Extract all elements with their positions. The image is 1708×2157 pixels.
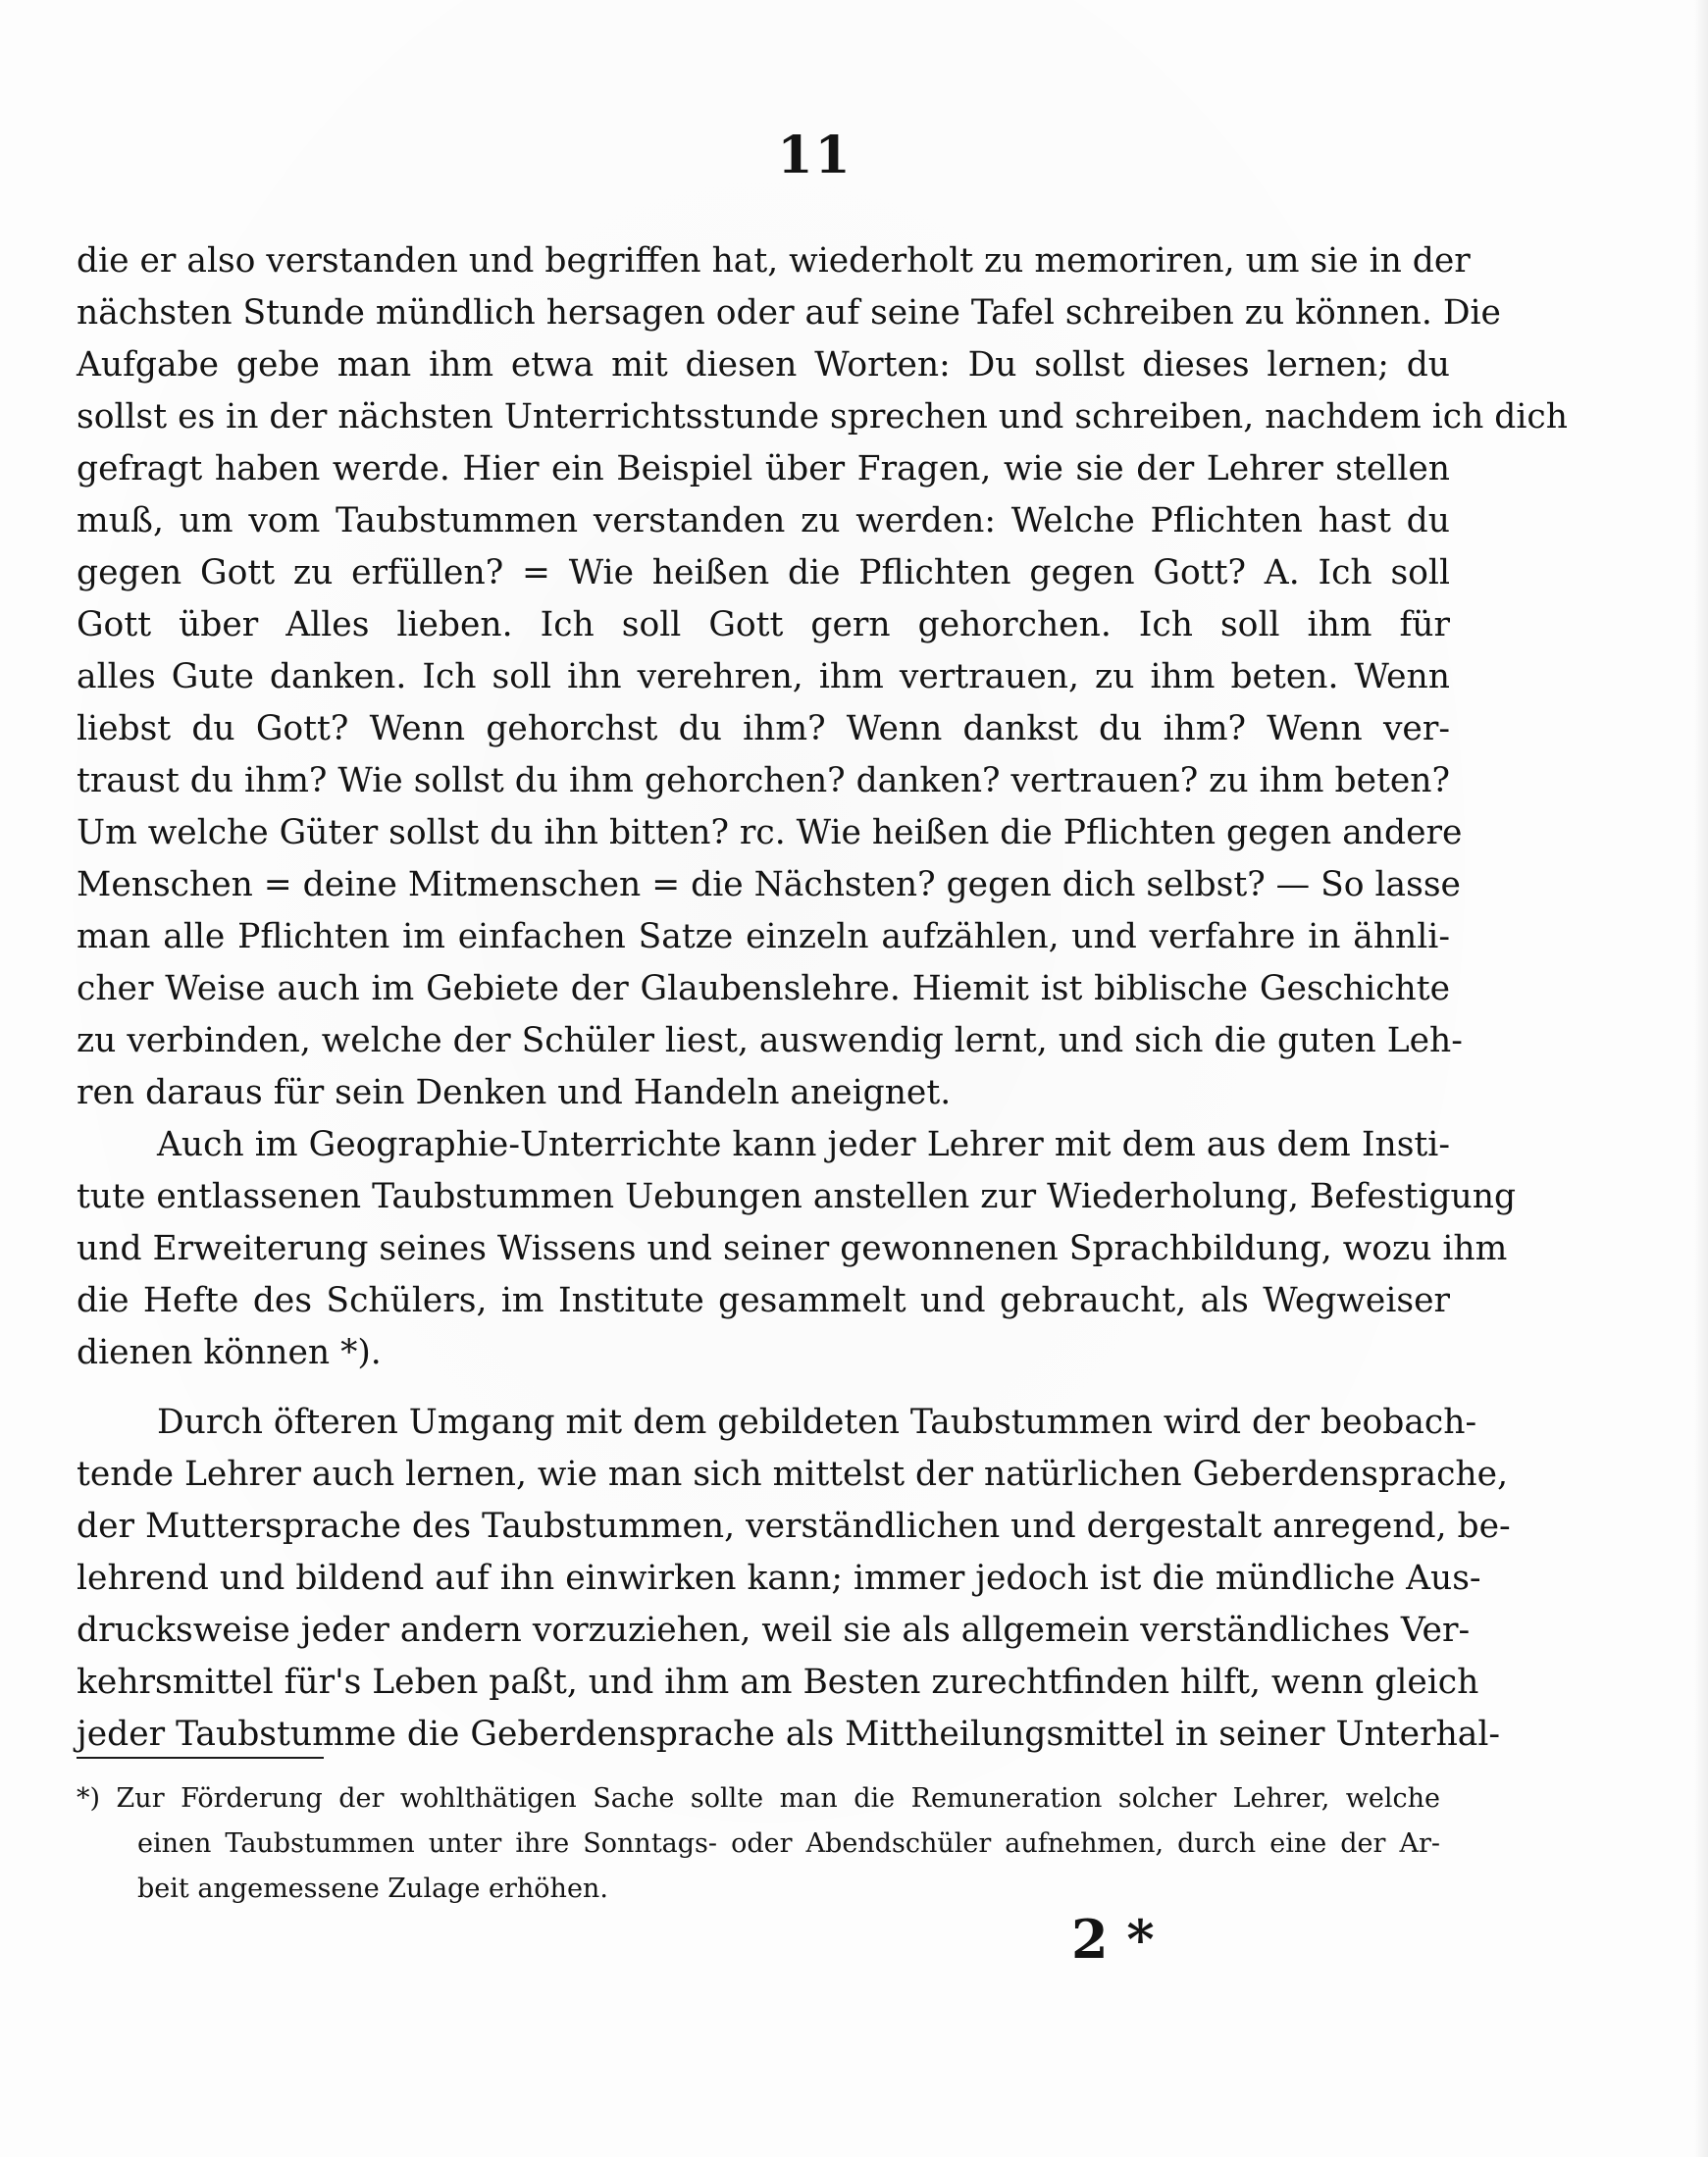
footnote (77, 1776, 1450, 1912)
footnote-line: beit angemessene Zulage erhöhen. (137, 1874, 608, 1904)
text-line: und Erweiterung seines Wissens und seiner gewonnenen Sprachbildung, wozu ihm (77, 1229, 1508, 1268)
text-line: lehrend und bildend auf ihn einwirken kann; immer jedoch ist die mündliche Aus- (77, 1559, 1481, 1598)
text-line: der Muttersprache des Taubstummen, verständlichen und dergestalt anregend, be- (77, 1507, 1511, 1546)
text-line: drucksweise jeder andern vorzuziehen, weil sie als allgemein verständliches Ver- (77, 1611, 1471, 1650)
text-line: jeder Taubstumme die Geberdensprache als Mittheilungsmittel in seiner Unterhal- (77, 1715, 1501, 1754)
text-line: muß, um vom Taubstummen verstanden zu werden: Welche Pflichten hast du (77, 501, 1450, 540)
text-line: dienen können *). (77, 1333, 382, 1372)
text-line: ren daraus für sein Denken und Handeln aneignet. (77, 1073, 952, 1112)
paragraph-first-line: Durch öfteren Umgang mit dem gebildeten Taubstummen wird der beobach- (157, 1403, 1477, 1442)
text-line: gegen Gott zu erfüllen? = Wie heißen die Pflichten gegen Gott? A. Ich soll (77, 553, 1450, 592)
signature-mark: 2 * (1071, 1908, 1155, 1971)
footnote-divider (77, 1757, 324, 1759)
footnote-line: einen Taubstummen unter ihre Sonntags- oder Abendschüler aufnehmen, durch eine der Ar- (137, 1828, 1440, 1859)
text-line: tute entlassenen Taubstummen Uebungen anstellen zur Wiederholung, Befestigung (77, 1177, 1517, 1216)
text-line: sollst es in der nächsten Unterrichtsstunde sprechen und schreiben, nachdem ich dich (77, 397, 1568, 437)
text-line: zu verbinden, welche der Schüler liest, auswendig lernt, und sich die guten Leh- (77, 1021, 1463, 1060)
text-line: alles Gute danken. Ich soll ihn verehren, ihm vertrauen, zu ihm beten. Wenn (77, 657, 1450, 696)
text-line: man alle Pflichten im einfachen Satze einzeln aufzählen, und verfahre in ähnli- (77, 917, 1450, 956)
text-line: die Hefte des Schülers, im Institute gesammelt und gebraucht, als Wegweiser (77, 1281, 1450, 1320)
text-line: traust du ihm? Wie sollst du ihm gehorchen? danken? vertrauen? zu ihm beten? (77, 761, 1450, 800)
text-line: gefragt haben werde. Hier ein Beispiel über Fragen, wie sie der Lehrer stellen (77, 449, 1450, 488)
page-edge-shadow (1694, 0, 1708, 2157)
text-line: tende Lehrer auch lernen, wie man sich mittelst der natürlichen Geberdensprache, (77, 1455, 1509, 1494)
text-line: Um welche Güter sollst du ihn bitten? rc. Wie heißen die Pflichten gegen andere (77, 813, 1463, 852)
paragraph-first-line: Auch im Geographie-Unterrichte kann jeder Lehrer mit dem aus dem Insti- (157, 1125, 1450, 1164)
text-line: nächsten Stunde mündlich hersagen oder auf seine Tafel schreiben zu können. Die (77, 293, 1501, 333)
text-line: cher Weise auch im Gebiete der Glaubenslehre. Hiemit ist biblische Geschichte (77, 969, 1450, 1008)
text-line: kehrsmittel für's Leben paßt, und ihm am Besten zurechtfinden hilft, wenn gleich (77, 1663, 1479, 1702)
page-number: 11 (777, 126, 853, 185)
main-text (77, 235, 1568, 1761)
footnote-line: *) Zur Förderung der wohlthätigen Sache sollte man die Remuneration solcher Lehrer, welche (77, 1783, 1440, 1814)
text-line: die er also verstanden und begriffen hat, wiederholt zu memoriren, um sie in der (77, 241, 1471, 281)
text-line: Gott über Alles lieben. Ich soll Gott gern gehorchen. Ich soll ihm für (77, 605, 1450, 644)
text-line: Menschen = deine Mitmenschen = die Nächsten? gegen dich selbst? — So lasse (77, 865, 1461, 904)
text-line: Aufgabe gebe man ihm etwa mit diesen Worten: Du sollst dieses lernen; du (77, 345, 1450, 385)
text-line: liebst du Gott? Wenn gehorchst du ihm? Wenn dankst du ihm? Wenn ver- (77, 709, 1450, 748)
